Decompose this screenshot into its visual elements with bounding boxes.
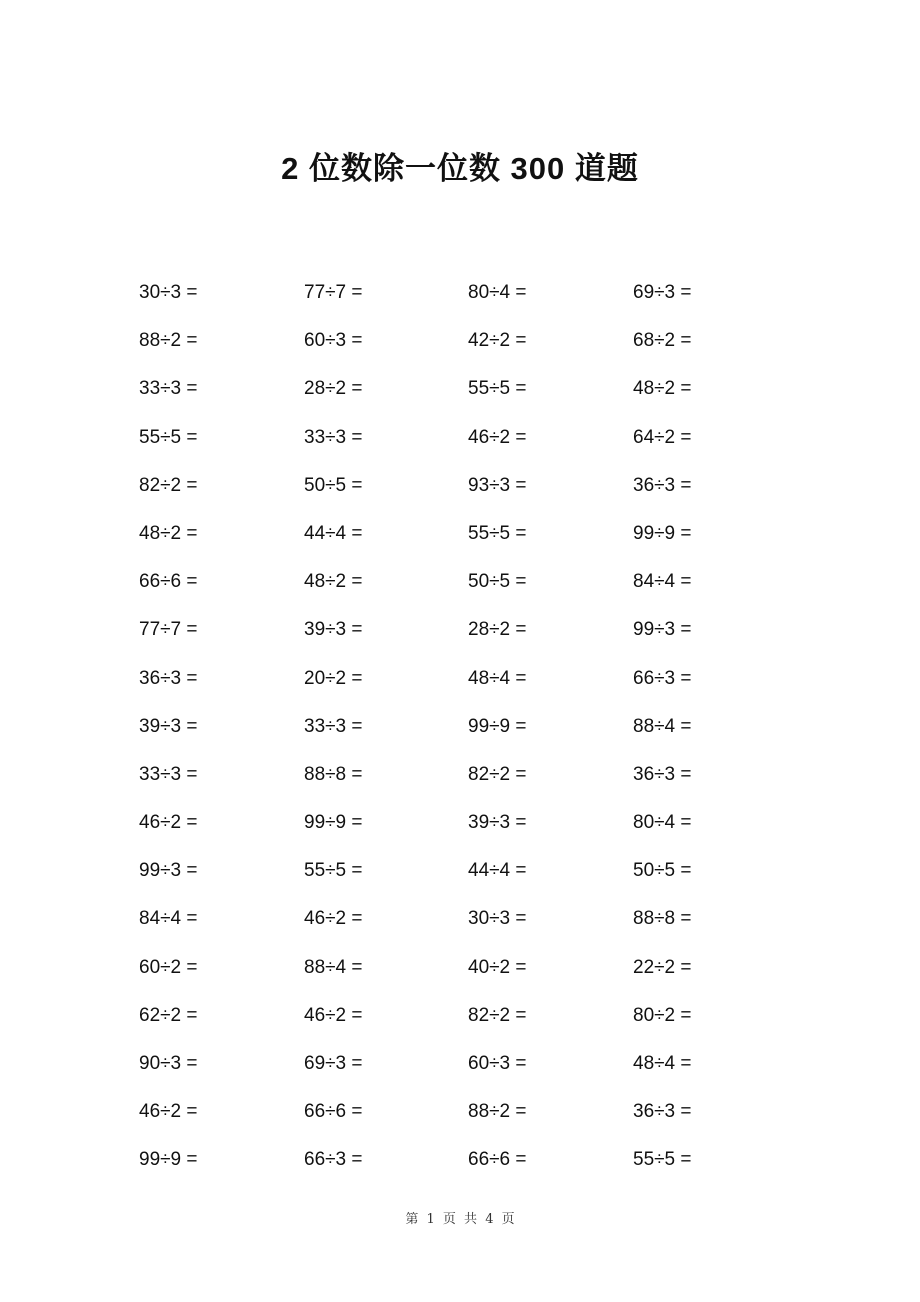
problem-item: 77÷7 = xyxy=(304,282,363,303)
problem-item: 50÷5 = xyxy=(468,571,527,593)
problem-item: 46÷2 = xyxy=(139,812,198,834)
problem-item: 44÷4 = xyxy=(304,522,363,544)
problem-item: 88÷2 = xyxy=(139,330,198,352)
problem-item: 99÷9 = xyxy=(139,1149,198,1171)
problem-item: 99÷3 = xyxy=(633,619,692,641)
problem-item: 77÷7 = xyxy=(139,619,198,641)
problem-item: 82÷2 = xyxy=(468,1004,527,1026)
problem-item: 30÷3 = xyxy=(139,282,198,303)
problem-item: 28÷2 = xyxy=(468,619,527,641)
problem-item: 88÷8 = xyxy=(633,908,692,930)
problem-item: 44÷4 = xyxy=(468,860,527,882)
problem-item: 39÷3 = xyxy=(468,812,527,834)
problem-item: 28÷2 = xyxy=(304,378,363,400)
problem-item: 66÷6 = xyxy=(468,1149,527,1171)
problem-item: 33÷3 = xyxy=(304,715,363,737)
problem-item: 68÷2 = xyxy=(633,330,692,352)
problem-item: 99÷9 = xyxy=(304,812,363,834)
problem-item: 66÷6 = xyxy=(304,1101,363,1123)
problem-item: 55÷5 = xyxy=(468,378,527,400)
problem-item: 40÷2 = xyxy=(468,956,527,978)
problem-item: 48÷4 = xyxy=(633,1053,692,1074)
problem-item: 46÷2 = xyxy=(304,1004,363,1026)
problem-item: 50÷5 = xyxy=(304,474,363,496)
problem-item: 33÷3 = xyxy=(139,378,198,400)
problem-item: 99÷3 = xyxy=(139,860,198,882)
problem-item: 50÷5 = xyxy=(633,860,692,882)
problem-item: 80÷2 = xyxy=(633,1004,692,1026)
problem-item: 46÷2 = xyxy=(139,1101,198,1123)
problem-item: 66÷3 = xyxy=(633,667,692,689)
problem-item: 80÷4 = xyxy=(633,812,692,834)
problem-item: 39÷3 = xyxy=(304,619,363,641)
problem-item: 82÷2 = xyxy=(139,474,198,496)
problem-item: 48÷4 = xyxy=(468,667,527,689)
problem-item: 69÷3 = xyxy=(304,1053,363,1074)
problem-item: 80÷4 = xyxy=(468,282,527,303)
problem-item: 55÷5 = xyxy=(468,522,527,544)
problem-item: 84÷4 = xyxy=(633,571,692,593)
problem-item: 48÷2 = xyxy=(633,378,692,400)
problem-item: 55÷5 = xyxy=(633,1149,692,1171)
problem-item: 64÷2 = xyxy=(633,426,692,448)
problem-item: 46÷2 = xyxy=(304,908,363,930)
problem-item: 60÷3 = xyxy=(304,330,363,352)
problem-item: 48÷2 = xyxy=(139,522,198,544)
page-footer: 第 1 页 共 4 页 xyxy=(405,1212,515,1227)
problem-item: 46÷2 = xyxy=(468,426,527,448)
problem-item: 30÷3 = xyxy=(468,908,527,930)
problem-item: 36÷3 = xyxy=(633,763,692,785)
problem-item: 99÷9 = xyxy=(633,522,692,544)
problem-item: 82÷2 = xyxy=(468,763,527,785)
problem-item: 39÷3 = xyxy=(139,715,198,737)
problem-item: 84÷4 = xyxy=(139,908,198,930)
problem-item: 66÷3 = xyxy=(304,1149,363,1171)
problem-item: 88÷2 = xyxy=(468,1101,527,1123)
problem-item: 60÷2 = xyxy=(139,956,198,978)
problem-item: 42÷2 = xyxy=(468,330,527,352)
problem-item: 33÷3 = xyxy=(304,426,363,448)
problem-item: 88÷4 = xyxy=(304,956,363,978)
problem-item: 90÷3 = xyxy=(139,1053,198,1074)
problem-item: 69÷3 = xyxy=(633,282,692,303)
problem-item: 99÷9 = xyxy=(468,715,527,737)
problem-item: 66÷6 = xyxy=(139,571,198,593)
problem-item: 93÷3 = xyxy=(468,474,527,496)
page-title: 2 位数除一位数 300 道题 xyxy=(281,151,639,186)
problem-item: 36÷3 = xyxy=(633,474,692,496)
problem-item: 88÷4 = xyxy=(633,715,692,737)
problem-item: 88÷8 = xyxy=(304,763,363,785)
problem-item: 33÷3 = xyxy=(139,763,198,785)
problem-item: 22÷2 = xyxy=(633,956,692,978)
problem-item: 36÷3 = xyxy=(633,1101,692,1123)
problem-item: 20÷2 = xyxy=(304,667,363,689)
problem-item: 36÷3 = xyxy=(139,667,198,689)
problem-item: 48÷2 = xyxy=(304,571,363,593)
problem-item: 62÷2 = xyxy=(139,1004,198,1026)
problem-item: 55÷5 = xyxy=(304,860,363,882)
problem-item: 55÷5 = xyxy=(139,426,198,448)
problem-item: 60÷3 = xyxy=(468,1053,527,1074)
